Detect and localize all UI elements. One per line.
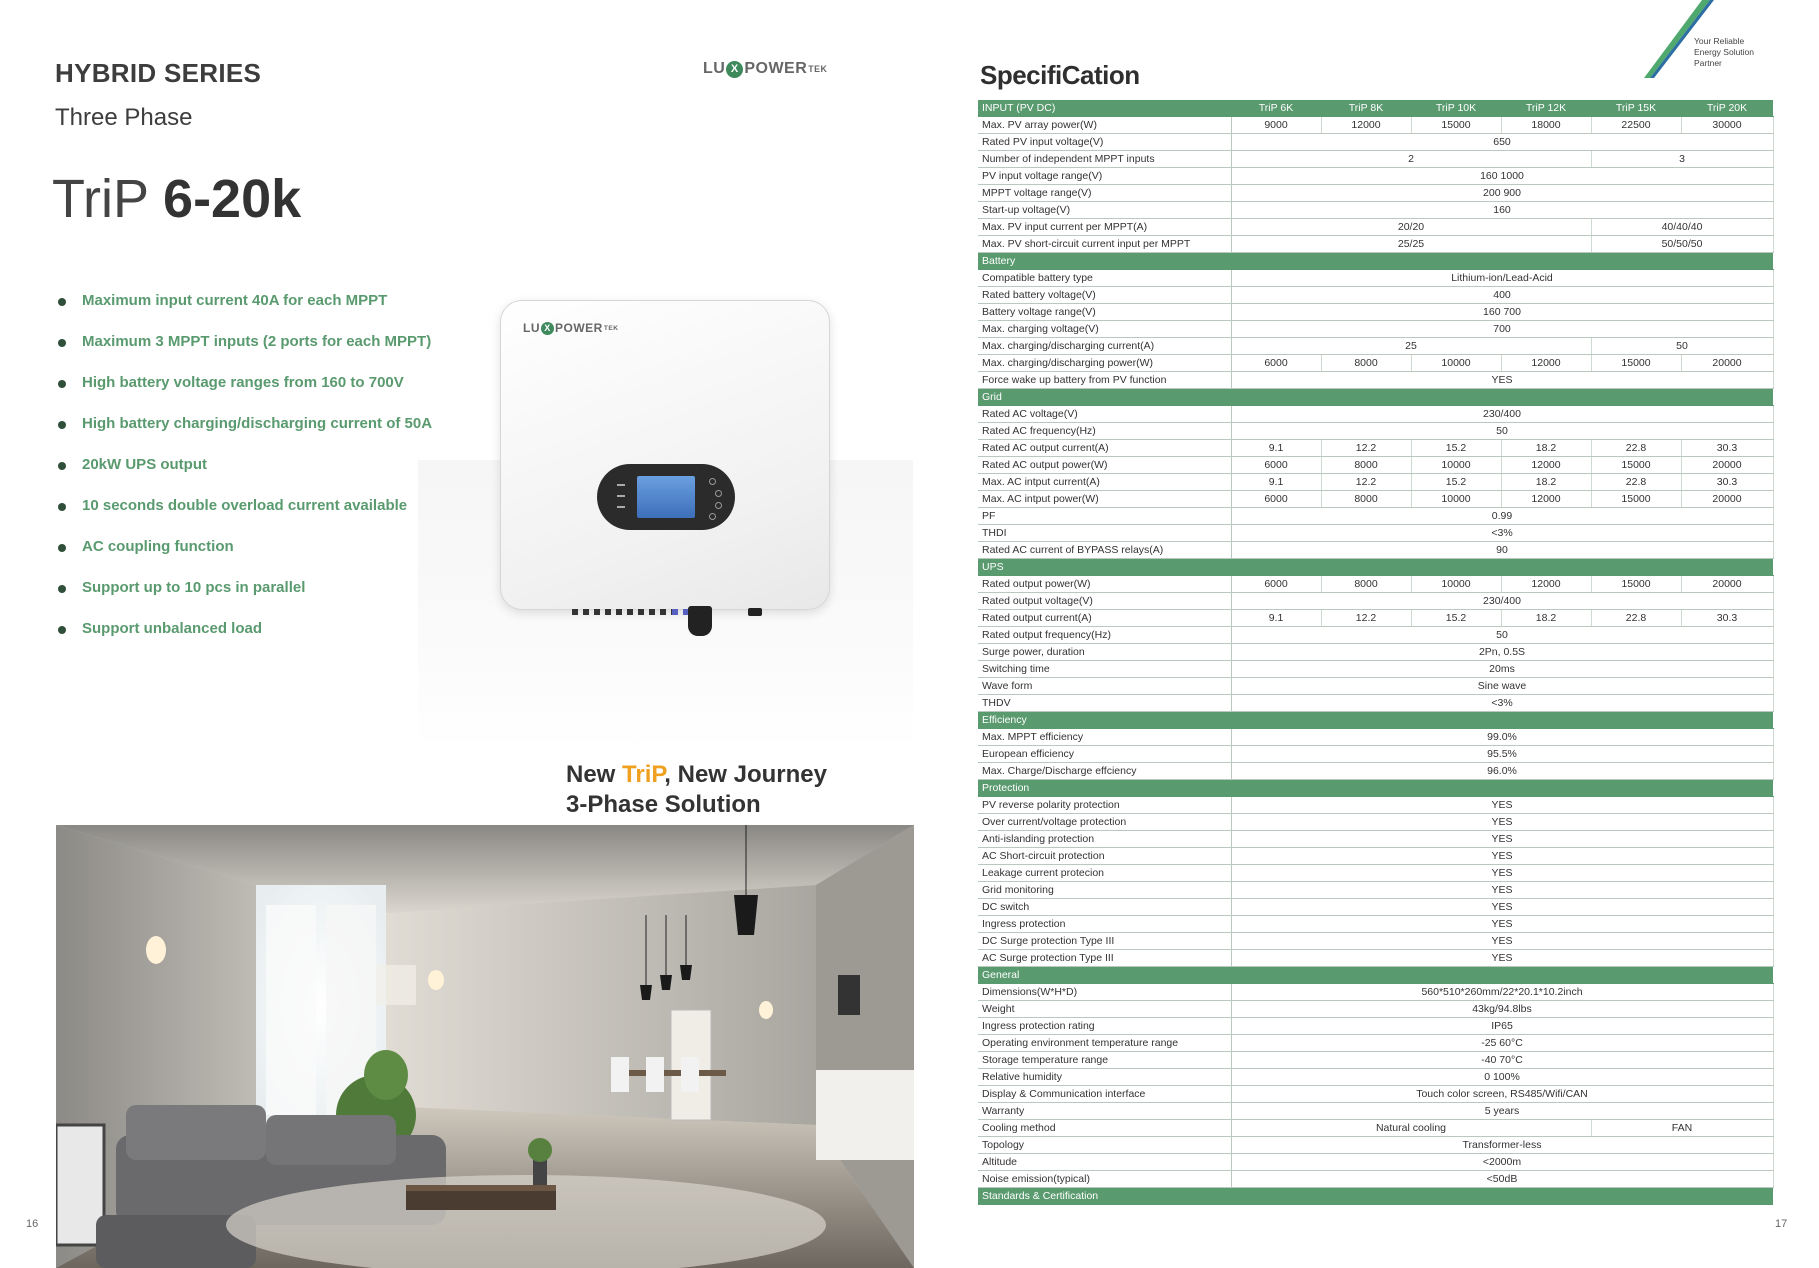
spec-label: Rated output current(A) [978, 610, 1231, 627]
spec-label: PV reverse polarity protection [978, 797, 1231, 814]
spec-label: Surge power, duration [978, 644, 1231, 661]
spec-label: Max. AC intput current(A) [978, 474, 1231, 491]
spec-label: Max. charging/discharging power(W) [978, 355, 1231, 372]
spec-value: YES [1231, 797, 1773, 814]
spec-row [978, 831, 1773, 848]
spec-value: YES [1231, 865, 1773, 882]
spec-section-title: Efficiency [978, 712, 1231, 729]
spec-value: 6000 [1231, 457, 1321, 474]
spec-label: MPPT voltage range(V) [978, 185, 1231, 202]
feature-item: Maximum input current 40A for each MPPT [58, 292, 432, 333]
spec-row [978, 457, 1773, 474]
spec-value: 700 [1231, 321, 1773, 338]
spec-label: Switching time [978, 661, 1231, 678]
spec-value: 10000 [1411, 576, 1501, 593]
spec-value: 22.8 [1591, 440, 1681, 457]
spec-section-header [978, 253, 1773, 270]
spec-label: Rated battery voltage(V) [978, 287, 1231, 304]
spec-row [978, 355, 1773, 372]
spec-row [978, 287, 1773, 304]
spec-value: 15000 [1591, 576, 1681, 593]
inverter-cable-gland [688, 606, 712, 636]
spec-value: -40 70°C [1231, 1052, 1773, 1069]
spec-section-title: INPUT (PV DC) [978, 100, 1231, 117]
spec-value: FAN [1591, 1120, 1773, 1137]
spec-value: 12000 [1501, 457, 1591, 474]
spec-label: Compatible battery type [978, 270, 1231, 287]
spec-label: Grid monitoring [978, 882, 1231, 899]
spec-column-header: TriP 15K [1591, 100, 1681, 117]
luxpower-logo: LU X POWER TEK [703, 60, 828, 77]
spec-row [978, 848, 1773, 865]
spec-label: European efficiency [978, 746, 1231, 763]
spec-value: 96.0% [1231, 763, 1773, 780]
spec-value: 0 100% [1231, 1069, 1773, 1086]
spec-value: 12.2 [1321, 474, 1411, 491]
spec-row [978, 491, 1773, 508]
spec-label: Max. Charge/Discharge effciency [978, 763, 1231, 780]
spec-label: Rated PV input voltage(V) [978, 134, 1231, 151]
spec-row [978, 236, 1773, 253]
spec-value: 12.2 [1321, 610, 1411, 627]
spec-value: 8000 [1321, 355, 1411, 372]
spec-label: PF [978, 508, 1231, 525]
spec-value: 99.0% [1231, 729, 1773, 746]
spec-value: 2 [1231, 151, 1591, 168]
spec-value: <3% [1231, 695, 1773, 712]
spec-row [978, 508, 1773, 525]
phase-subtitle: Three Phase [55, 104, 193, 131]
spec-value: 160 1000 [1231, 168, 1773, 185]
spec-row [978, 372, 1773, 389]
spec-value: 20000 [1681, 355, 1773, 372]
spec-row [978, 576, 1773, 593]
spec-value: 15.2 [1411, 610, 1501, 627]
spec-value: 95.5% [1231, 746, 1773, 763]
spec-row [978, 627, 1773, 644]
spec-value: 8000 [1321, 457, 1411, 474]
spec-row [978, 1086, 1773, 1103]
spec-row [978, 219, 1773, 236]
spec-section-title: Standards & Certification [978, 1188, 1231, 1205]
living-room-photo [56, 825, 914, 1268]
spec-value: 12000 [1501, 576, 1591, 593]
spec-value: 50/50/50 [1591, 236, 1773, 253]
feature-item: 10 seconds double overload current available [58, 497, 432, 538]
spec-label: Operating environment temperature range [978, 1035, 1231, 1052]
spec-value: YES [1231, 372, 1773, 389]
spec-label: Cooling method [978, 1120, 1231, 1137]
spec-label: Warranty [978, 1103, 1231, 1120]
spec-label: Ingress protection rating [978, 1018, 1231, 1035]
spec-row [978, 916, 1773, 933]
spec-label: THDV [978, 695, 1231, 712]
spec-label: PV input voltage range(V) [978, 168, 1231, 185]
spec-value: Natural cooling [1231, 1120, 1591, 1137]
spec-value: 400 [1231, 287, 1773, 304]
spec-value: 15000 [1591, 457, 1681, 474]
spec-value: 9.1 [1231, 440, 1321, 457]
spec-row [978, 933, 1773, 950]
spec-value: YES [1231, 916, 1773, 933]
spec-value: 90 [1231, 542, 1773, 559]
inverter-display-panel [597, 464, 735, 530]
spec-value: 9.1 [1231, 474, 1321, 491]
spec-value: 6000 [1231, 355, 1321, 372]
spec-column-header: TriP 10K [1411, 100, 1501, 117]
spec-value: 20000 [1681, 576, 1773, 593]
spec-row [978, 729, 1773, 746]
spec-value: -25 60°C [1231, 1035, 1773, 1052]
spec-label: Max. charging/discharging current(A) [978, 338, 1231, 355]
spec-row [978, 1171, 1773, 1188]
spec-label: Rated AC output power(W) [978, 457, 1231, 474]
spec-row [978, 321, 1773, 338]
feature-item: 20kW UPS output [58, 456, 432, 497]
spec-value: YES [1231, 933, 1773, 950]
feature-list [58, 292, 432, 661]
spec-label: Altitude [978, 1154, 1231, 1171]
spec-label: Rated AC output current(A) [978, 440, 1231, 457]
spec-row [978, 695, 1773, 712]
spec-row [978, 304, 1773, 321]
spec-section-header [978, 780, 1773, 797]
spec-value: 18.2 [1501, 474, 1591, 491]
spec-row [978, 984, 1773, 1001]
spec-row [978, 661, 1773, 678]
spec-value: <3% [1231, 525, 1773, 542]
spec-value: 15000 [1591, 491, 1681, 508]
spec-row [978, 117, 1773, 134]
spec-label: Max. AC intput power(W) [978, 491, 1231, 508]
spec-label: Rated output power(W) [978, 576, 1231, 593]
spec-value: Transformer-less [1231, 1137, 1773, 1154]
spec-label: DC switch [978, 899, 1231, 916]
feature-item: Support up to 10 pcs in parallel [58, 579, 432, 620]
model-range: 6-20k [163, 169, 302, 229]
feature-item: High battery charging/discharging current of 50A [58, 415, 432, 456]
spec-value: YES [1231, 814, 1773, 831]
series-title: HYBRID SERIES [55, 58, 262, 88]
spec-value: 30.3 [1681, 610, 1773, 627]
spec-row [978, 270, 1773, 287]
spec-row [978, 134, 1773, 151]
spec-value: <2000m [1231, 1154, 1773, 1171]
spec-section-header [978, 967, 1773, 984]
spec-row [978, 1001, 1773, 1018]
spec-row [978, 899, 1773, 916]
spec-value: 12000 [1321, 117, 1411, 134]
spec-row [978, 1154, 1773, 1171]
feature-item: Support unbalanced load [58, 620, 432, 661]
spec-label: Max. PV short-circuit current input per MPPT [978, 236, 1231, 253]
spec-value: Lithium-ion/Lead-Acid [1231, 270, 1773, 287]
spec-value: 20000 [1681, 491, 1773, 508]
spec-value: 8000 [1321, 576, 1411, 593]
spec-value: 12.2 [1321, 440, 1411, 457]
spec-value: 2Pn, 0.5S [1231, 644, 1773, 661]
spec-value: 560*510*260mm/22*20.1*10.2inch [1231, 984, 1773, 1001]
spec-value: 30.3 [1681, 474, 1773, 491]
model-prefix: TriP [52, 169, 149, 229]
spec-value: YES [1231, 899, 1773, 916]
page-number-left: 16 [26, 1218, 39, 1230]
spec-section-title: UPS [978, 559, 1231, 576]
spec-value: 230/400 [1231, 593, 1773, 610]
inverter-switch [748, 608, 762, 616]
spec-label: Start-up voltage(V) [978, 202, 1231, 219]
spec-label: Rated AC frequency(Hz) [978, 423, 1231, 440]
spec-value: 10000 [1411, 457, 1501, 474]
spec-section-header [978, 1188, 1773, 1205]
spec-row [978, 1103, 1773, 1120]
spec-label: DC Surge protection Type III [978, 933, 1231, 950]
spec-row [978, 151, 1773, 168]
spec-row [978, 644, 1773, 661]
model-title [52, 168, 301, 230]
spec-value: <50dB [1231, 1171, 1773, 1188]
spec-value: YES [1231, 848, 1773, 865]
spec-section-header [978, 100, 1773, 117]
spec-value: 18.2 [1501, 610, 1591, 627]
feature-item: AC coupling function [58, 538, 432, 579]
spec-value: 10000 [1411, 491, 1501, 508]
spec-label: Rated output voltage(V) [978, 593, 1231, 610]
spec-row [978, 338, 1773, 355]
spec-value: 6000 [1231, 491, 1321, 508]
spec-label: Storage temperature range [978, 1052, 1231, 1069]
spec-value: 50 [1591, 338, 1773, 355]
spec-label: Relative humidity [978, 1069, 1231, 1086]
spec-value: Touch color screen, RS485/Wifi/CAN [1231, 1086, 1773, 1103]
spec-section-title: General [978, 967, 1231, 984]
spec-value: 10000 [1411, 355, 1501, 372]
spec-value: 40/40/40 [1591, 219, 1773, 236]
spec-label: Leakage current protecion [978, 865, 1231, 882]
partner-slogan: Your Reliable Energy Solution Partner [1694, 36, 1755, 68]
spec-row [978, 950, 1773, 967]
spec-label: Force wake up battery from PV function [978, 372, 1231, 389]
spec-row [978, 423, 1773, 440]
spec-row [978, 814, 1773, 831]
spec-value: 3 [1591, 151, 1773, 168]
feature-item: High battery voltage ranges from 160 to 700V [58, 374, 432, 415]
spec-value: 650 [1231, 134, 1773, 151]
spec-row [978, 1137, 1773, 1154]
spec-section-header [978, 389, 1773, 406]
spec-label: Display & Communication interface [978, 1086, 1231, 1103]
spec-value: 15.2 [1411, 440, 1501, 457]
spec-section-header [978, 559, 1773, 576]
spec-row [978, 1018, 1773, 1035]
spec-value: 15000 [1591, 355, 1681, 372]
spec-value: 9.1 [1231, 610, 1321, 627]
spec-row [978, 542, 1773, 559]
spec-label: AC Surge protection Type III [978, 950, 1231, 967]
spec-value: 9000 [1231, 117, 1321, 134]
spec-row [978, 474, 1773, 491]
page-number-right: 17 [1775, 1218, 1788, 1230]
spec-label: Wave form [978, 678, 1231, 695]
inverter-ports [572, 609, 672, 615]
spec-row [978, 185, 1773, 202]
spec-value: 50 [1231, 627, 1773, 644]
spec-row [978, 610, 1773, 627]
spec-row [978, 1035, 1773, 1052]
spec-label: Max. PV array power(W) [978, 117, 1231, 134]
spec-value: YES [1231, 831, 1773, 848]
spec-row [978, 525, 1773, 542]
spec-value: 20/20 [1231, 219, 1591, 236]
inverter-image [500, 300, 830, 610]
spec-label: Max. MPPT efficiency [978, 729, 1231, 746]
spec-row [978, 678, 1773, 695]
inverter-screen [637, 476, 695, 518]
spec-value: 12000 [1501, 355, 1591, 372]
spec-row [978, 168, 1773, 185]
spec-label: Over current/voltage protection [978, 814, 1231, 831]
spec-label: THDI [978, 525, 1231, 542]
spec-value: 22500 [1591, 117, 1681, 134]
spec-section-title: Grid [978, 389, 1231, 406]
spec-value: 22.8 [1591, 474, 1681, 491]
spec-section-title: Protection [978, 780, 1231, 797]
spec-value: 18000 [1501, 117, 1591, 134]
spec-value: IP65 [1231, 1018, 1773, 1035]
spec-value: 43kg/94.8lbs [1231, 1001, 1773, 1018]
spec-value: 25/25 [1231, 236, 1591, 253]
tagline: New TriP, New Journey 3-Phase Solution [566, 761, 827, 818]
spec-value: 230/400 [1231, 406, 1773, 423]
spec-row [978, 593, 1773, 610]
spec-label: Dimensions(W*H*D) [978, 984, 1231, 1001]
spec-title: SpecifiCation [980, 60, 1140, 90]
spec-label: Weight [978, 1001, 1231, 1018]
spec-label: AC Short-circuit protection [978, 848, 1231, 865]
feature-item: Maximum 3 MPPT inputs (2 ports for each MPPT) [58, 333, 432, 374]
spec-section-title: Battery [978, 253, 1231, 270]
spec-column-header: TriP 8K [1321, 100, 1411, 117]
spec-value: 160 700 [1231, 304, 1773, 321]
spec-label: Max. charging voltage(V) [978, 321, 1231, 338]
spec-value: 8000 [1321, 491, 1411, 508]
spec-value: 25 [1231, 338, 1591, 355]
spec-value: 200 900 [1231, 185, 1773, 202]
spec-row [978, 1120, 1773, 1137]
spec-row [978, 882, 1773, 899]
spec-label: Rated AC current of BYPASS relays(A) [978, 542, 1231, 559]
spec-column-header: TriP 6K [1231, 100, 1321, 117]
spec-value: 15000 [1411, 117, 1501, 134]
spec-row [978, 202, 1773, 219]
spec-value: Sine wave [1231, 678, 1773, 695]
spec-label: Max. PV input current per MPPT(A) [978, 219, 1231, 236]
spec-value: 160 [1231, 202, 1773, 219]
spec-value: 20000 [1681, 457, 1773, 474]
spec-column-header: TriP 12K [1501, 100, 1591, 117]
spec-label: Ingress protection [978, 916, 1231, 933]
spec-label: Number of independent MPPT inputs [978, 151, 1231, 168]
spec-row [978, 440, 1773, 457]
spec-value: YES [1231, 882, 1773, 899]
spec-row [978, 763, 1773, 780]
spec-value: 20ms [1231, 661, 1773, 678]
spec-value: 12000 [1501, 491, 1591, 508]
spec-value: 18.2 [1501, 440, 1591, 457]
spec-value: 6000 [1231, 576, 1321, 593]
spec-value: 30000 [1681, 117, 1773, 134]
spec-label: Battery voltage range(V) [978, 304, 1231, 321]
spec-row [978, 797, 1773, 814]
spec-label: Anti-islanding protection [978, 831, 1231, 848]
spec-label: Rated AC voltage(V) [978, 406, 1231, 423]
spec-table [978, 100, 1774, 1205]
spec-value: 0.99 [1231, 508, 1773, 525]
spec-column-header: TriP 20K [1681, 100, 1773, 117]
spec-row [978, 746, 1773, 763]
spec-row [978, 1069, 1773, 1086]
spec-row [978, 406, 1773, 423]
spec-value: YES [1231, 950, 1773, 967]
spec-label: Topology [978, 1137, 1231, 1154]
spec-row [978, 865, 1773, 882]
spec-section-header [978, 712, 1773, 729]
spec-value: 15.2 [1411, 474, 1501, 491]
spec-row [978, 1052, 1773, 1069]
spec-value: 50 [1231, 423, 1773, 440]
spec-value: 5 years [1231, 1103, 1773, 1120]
spec-value: 30.3 [1681, 440, 1773, 457]
spec-value: 22.8 [1591, 610, 1681, 627]
spec-label: Noise emission(typical) [978, 1171, 1231, 1188]
spec-label: Rated output frequency(Hz) [978, 627, 1231, 644]
inverter-logo: LU X POWER TEK [523, 321, 619, 335]
